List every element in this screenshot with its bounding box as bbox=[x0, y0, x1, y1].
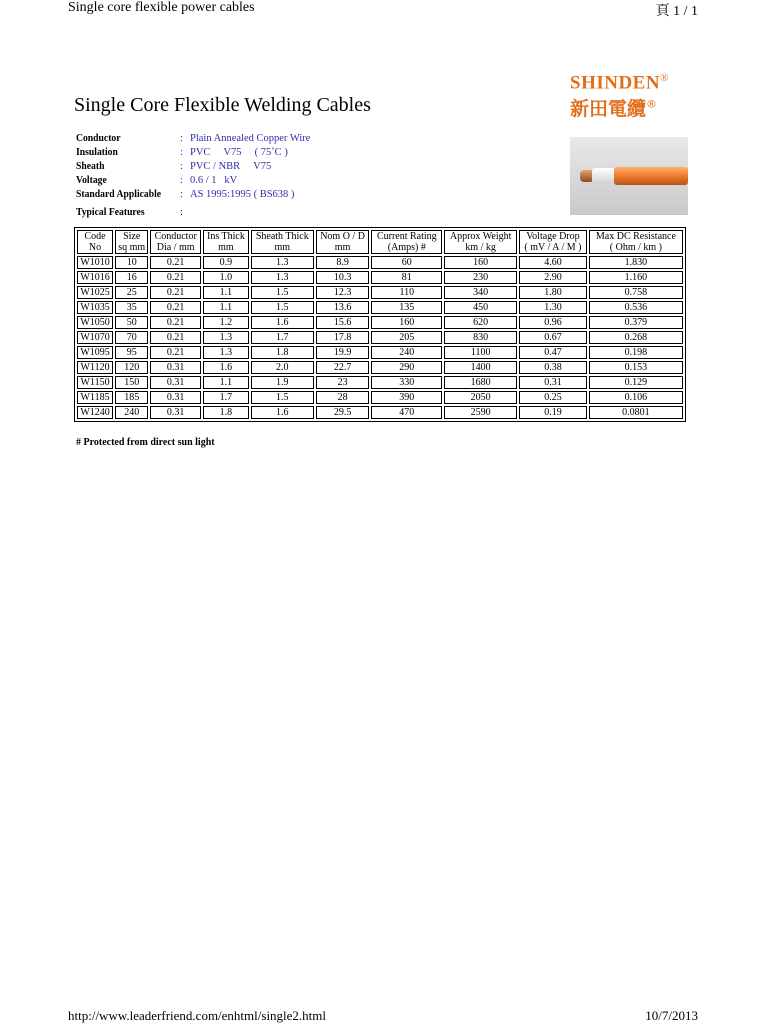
browser-page-title: Single core flexible power cables bbox=[68, 0, 255, 15]
cell-conductor: 0.21 bbox=[150, 346, 201, 359]
cell-nom-od: 28 bbox=[316, 391, 370, 404]
cell-approx-weight: 1400 bbox=[444, 361, 517, 374]
cell-code: W1016 bbox=[77, 271, 113, 284]
spec-row-insulation: Insulation : PVC V75 ( 75˚C ) bbox=[76, 147, 288, 158]
table-row bbox=[77, 376, 683, 389]
cell-conductor: 0.21 bbox=[150, 316, 201, 329]
cell-current-rating: 110 bbox=[371, 286, 442, 299]
spec-label: Sheath bbox=[76, 161, 105, 172]
cell-approx-weight: 2050 bbox=[444, 391, 517, 404]
print-date: 10/7/2013 bbox=[645, 1008, 698, 1023]
spec-row-standard: Standard Applicable : AS 1995:1995 ( BS638 ) bbox=[76, 189, 295, 200]
cell-size: 240 bbox=[115, 406, 148, 419]
cell-code: W1095 bbox=[77, 346, 113, 359]
cell-voltage-drop: 2.90 bbox=[519, 271, 587, 284]
cell-sheath-thick: 1.6 bbox=[251, 316, 314, 329]
cell-voltage-drop: 0.25 bbox=[519, 391, 587, 404]
cell-max-dc-resistance: 0.268 bbox=[589, 331, 683, 344]
header-size: Size sq mm bbox=[115, 230, 148, 254]
table-row bbox=[77, 256, 683, 269]
cell-sheath-thick: 1.5 bbox=[251, 286, 314, 299]
cell-nom-od: 22.7 bbox=[316, 361, 370, 374]
cell-current-rating: 290 bbox=[371, 361, 442, 374]
header-max-dc-resistance: Max DC Resistance ( Ohm / km ) bbox=[589, 230, 683, 254]
spec-value: 0.6 / 1 kV bbox=[190, 175, 238, 186]
cell-current-rating: 160 bbox=[371, 316, 442, 329]
cell-ins-thick: 1.1 bbox=[203, 301, 249, 314]
cell-code: W1035 bbox=[77, 301, 113, 314]
spec-row-conductor: Conductor : Plain Annealed Copper Wire bbox=[76, 133, 311, 144]
cell-code: W1185 bbox=[77, 391, 113, 404]
header-voltage-drop: Voltage Drop ( mV / A / M ) bbox=[519, 230, 587, 254]
spec-label: Typical Features bbox=[76, 207, 145, 218]
cell-current-rating: 81 bbox=[371, 271, 442, 284]
header-current-rating: Current Rating (Amps) # bbox=[371, 230, 442, 254]
cell-max-dc-resistance: 0.198 bbox=[589, 346, 683, 359]
cell-approx-weight: 2590 bbox=[444, 406, 517, 419]
cell-conductor: 0.31 bbox=[150, 391, 201, 404]
cell-code: W1025 bbox=[77, 286, 113, 299]
cell-approx-weight: 230 bbox=[444, 271, 517, 284]
cell-nom-od: 19.9 bbox=[316, 346, 370, 359]
cell-approx-weight: 1680 bbox=[444, 376, 517, 389]
spec-value: AS 1995:1995 ( BS638 ) bbox=[190, 189, 295, 200]
header-sheath-thick: Sheath Thick mm bbox=[251, 230, 314, 254]
cell-size: 25 bbox=[115, 286, 148, 299]
spec-value: PVC V75 ( 75˚C ) bbox=[190, 147, 288, 158]
cell-code: W1120 bbox=[77, 361, 113, 374]
cell-ins-thick: 0.9 bbox=[203, 256, 249, 269]
cell-ins-thick: 1.3 bbox=[203, 346, 249, 359]
cell-max-dc-resistance: 0.536 bbox=[589, 301, 683, 314]
cable-sheath bbox=[614, 167, 688, 185]
cell-nom-od: 29.5 bbox=[316, 406, 370, 419]
cell-approx-weight: 340 bbox=[444, 286, 517, 299]
cell-sheath-thick: 1.8 bbox=[251, 346, 314, 359]
cell-nom-od: 8.9 bbox=[316, 256, 370, 269]
cell-ins-thick: 1.2 bbox=[203, 316, 249, 329]
table-row bbox=[77, 301, 683, 314]
cell-size: 50 bbox=[115, 316, 148, 329]
cell-code: W1150 bbox=[77, 376, 113, 389]
cell-size: 10 bbox=[115, 256, 148, 269]
cell-sheath-thick: 1.5 bbox=[251, 301, 314, 314]
cell-conductor: 0.21 bbox=[150, 301, 201, 314]
cell-max-dc-resistance: 0.106 bbox=[589, 391, 683, 404]
page-number: 頁 1 / 1 bbox=[655, 4, 698, 19]
cell-size: 35 bbox=[115, 301, 148, 314]
cell-conductor: 0.31 bbox=[150, 361, 201, 374]
cell-max-dc-resistance: 0.153 bbox=[589, 361, 683, 374]
cell-conductor: 0.21 bbox=[150, 256, 201, 269]
page-url: http://www.leaderfriend.com/enhtml/single2.html bbox=[68, 1008, 327, 1023]
cell-current-rating: 390 bbox=[371, 391, 442, 404]
cell-nom-od: 17.8 bbox=[316, 331, 370, 344]
cell-ins-thick: 1.3 bbox=[203, 331, 249, 344]
cell-conductor: 0.21 bbox=[150, 271, 201, 284]
brand-name-en: SHINDEN® bbox=[570, 72, 669, 94]
table-row bbox=[77, 286, 683, 299]
cell-current-rating: 135 bbox=[371, 301, 442, 314]
spec-row-typical-features: Typical Features : bbox=[76, 207, 183, 218]
cell-nom-od: 10.3 bbox=[316, 271, 370, 284]
cell-approx-weight: 450 bbox=[444, 301, 517, 314]
specifications bbox=[76, 132, 310, 220]
cell-voltage-drop: 1.30 bbox=[519, 301, 587, 314]
registered-mark: ® bbox=[660, 72, 669, 84]
table-row bbox=[77, 391, 683, 404]
cell-size: 95 bbox=[115, 346, 148, 359]
cell-ins-thick: 1.1 bbox=[203, 376, 249, 389]
cell-size: 185 bbox=[115, 391, 148, 404]
cell-current-rating: 60 bbox=[371, 256, 442, 269]
cell-approx-weight: 830 bbox=[444, 331, 517, 344]
cell-sheath-thick: 1.7 bbox=[251, 331, 314, 344]
spec-row-sheath: Sheath : PVC / NBR V75 bbox=[76, 161, 272, 172]
cell-approx-weight: 1100 bbox=[444, 346, 517, 359]
spec-label: Standard Applicable bbox=[76, 189, 162, 200]
spec-value: Plain Annealed Copper Wire bbox=[190, 133, 311, 144]
cell-code: W1240 bbox=[77, 406, 113, 419]
spec-value: PVC / NBR V75 bbox=[190, 161, 272, 172]
cell-nom-od: 23 bbox=[316, 376, 370, 389]
spec-label: Voltage bbox=[76, 175, 107, 186]
cable-photo bbox=[570, 137, 688, 215]
table-row bbox=[77, 331, 683, 344]
spec-label: Insulation bbox=[76, 147, 118, 158]
cell-sheath-thick: 1.3 bbox=[251, 271, 314, 284]
cell-approx-weight: 620 bbox=[444, 316, 517, 329]
spec-row-voltage: Voltage : 0.6 / 1 kV bbox=[76, 175, 238, 186]
cell-approx-weight: 160 bbox=[444, 256, 517, 269]
cell-voltage-drop: 0.47 bbox=[519, 346, 587, 359]
cell-sheath-thick: 1.6 bbox=[251, 406, 314, 419]
cell-ins-thick: 1.6 bbox=[203, 361, 249, 374]
cell-nom-od: 15.6 bbox=[316, 316, 370, 329]
table-row bbox=[77, 406, 683, 419]
table-header-row bbox=[77, 230, 683, 254]
cell-sheath-thick: 1.9 bbox=[251, 376, 314, 389]
cell-conductor: 0.31 bbox=[150, 376, 201, 389]
registered-mark: ® bbox=[646, 98, 658, 111]
cell-voltage-drop: 1.80 bbox=[519, 286, 587, 299]
cell-nom-od: 13.6 bbox=[316, 301, 370, 314]
cell-current-rating: 470 bbox=[371, 406, 442, 419]
table-row bbox=[77, 271, 683, 284]
cell-conductor: 0.21 bbox=[150, 286, 201, 299]
spec-label: Conductor bbox=[76, 133, 121, 144]
cable-insulation bbox=[592, 168, 616, 184]
cell-sheath-thick: 2.0 bbox=[251, 361, 314, 374]
cell-sheath-thick: 1.5 bbox=[251, 391, 314, 404]
cell-conductor: 0.21 bbox=[150, 331, 201, 344]
cell-max-dc-resistance: 0.129 bbox=[589, 376, 683, 389]
cell-voltage-drop: 0.19 bbox=[519, 406, 587, 419]
cell-max-dc-resistance: 0.0801 bbox=[589, 406, 683, 419]
cell-max-dc-resistance: 1.160 bbox=[589, 271, 683, 284]
footnote: # Protected from direct sun light bbox=[76, 437, 215, 448]
cell-current-rating: 330 bbox=[371, 376, 442, 389]
cell-current-rating: 205 bbox=[371, 331, 442, 344]
table-row bbox=[77, 316, 683, 329]
page-title: Single Core Flexible Welding Cables bbox=[74, 94, 371, 116]
cell-max-dc-resistance: 0.379 bbox=[589, 316, 683, 329]
header-approx-weight: Approx Weight km / kg bbox=[444, 230, 517, 254]
cell-voltage-drop: 0.38 bbox=[519, 361, 587, 374]
cell-code: W1050 bbox=[77, 316, 113, 329]
cell-size: 70 bbox=[115, 331, 148, 344]
cell-max-dc-resistance: 0.758 bbox=[589, 286, 683, 299]
brand-logo bbox=[570, 72, 690, 121]
cell-ins-thick: 1.7 bbox=[203, 391, 249, 404]
brand-name-zh: 新田電纜® bbox=[570, 98, 658, 121]
header-ins-thick: Ins Thick mm bbox=[203, 230, 249, 254]
cell-voltage-drop: 0.31 bbox=[519, 376, 587, 389]
cell-sheath-thick: 1.3 bbox=[251, 256, 314, 269]
cell-nom-od: 12.3 bbox=[316, 286, 370, 299]
table-row bbox=[77, 346, 683, 359]
header-code: Code No bbox=[77, 230, 113, 254]
cell-size: 150 bbox=[115, 376, 148, 389]
cell-current-rating: 240 bbox=[371, 346, 442, 359]
cell-ins-thick: 1.8 bbox=[203, 406, 249, 419]
cell-code: W1070 bbox=[77, 331, 113, 344]
table-row bbox=[77, 361, 683, 374]
cell-size: 16 bbox=[115, 271, 148, 284]
cell-conductor: 0.31 bbox=[150, 406, 201, 419]
header-conductor: Conductor Dia / mm bbox=[150, 230, 201, 254]
cell-size: 120 bbox=[115, 361, 148, 374]
cell-code: W1010 bbox=[77, 256, 113, 269]
cell-ins-thick: 1.0 bbox=[203, 271, 249, 284]
header-nom-od: Nom O / D mm bbox=[316, 230, 370, 254]
cell-max-dc-resistance: 1.830 bbox=[589, 256, 683, 269]
cell-ins-thick: 1.1 bbox=[203, 286, 249, 299]
cell-voltage-drop: 0.67 bbox=[519, 331, 587, 344]
copper-strands bbox=[580, 170, 594, 182]
cable-spec-table bbox=[74, 227, 686, 422]
cell-voltage-drop: 4.60 bbox=[519, 256, 587, 269]
cell-voltage-drop: 0.96 bbox=[519, 316, 587, 329]
